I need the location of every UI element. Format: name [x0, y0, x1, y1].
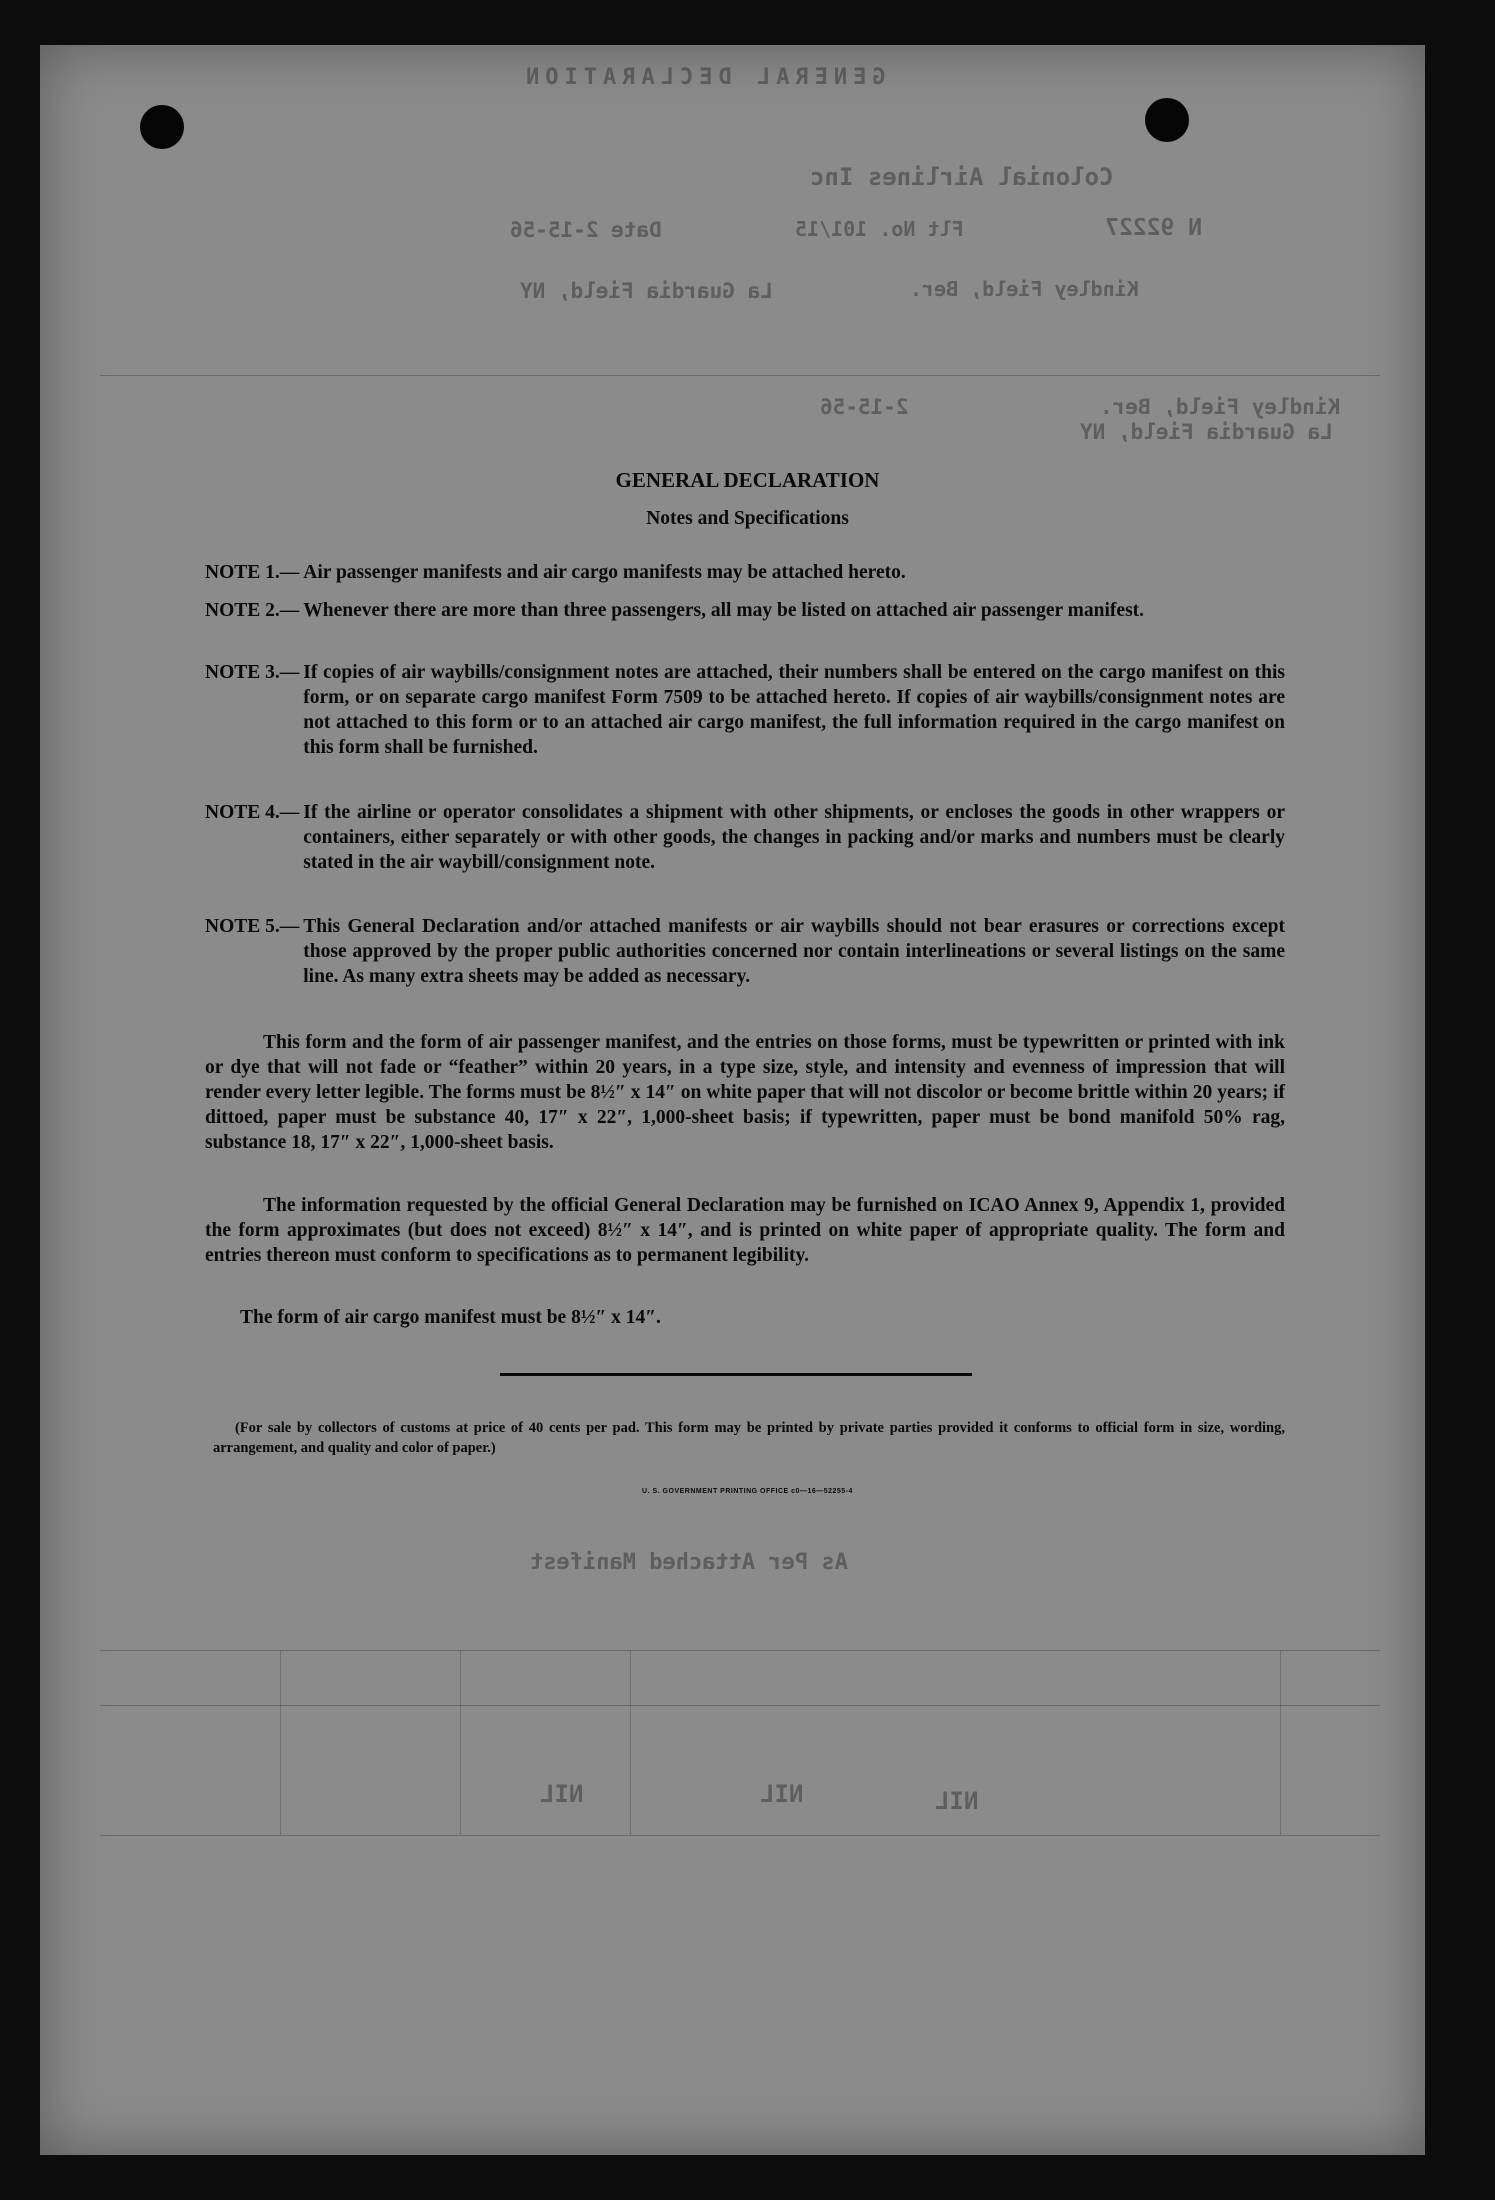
note-2: [205, 598, 1285, 623]
sale-notice: (For sale by collectors of customs at price of 40 cents per pad. This form may be printed by private parties provided it conforms to official form in size, wording, arrangement, and quality and color of paper.): [213, 1420, 1285, 1456]
note-3: [205, 660, 1285, 760]
bleed-date: Date 2-15-56: [510, 218, 662, 242]
note-1-text: Air passenger manifests and air cargo manifests may be attached hereto.: [303, 562, 906, 583]
note-5-text: This General Declaration and/or attached manifests or air waybills should not bear erasures or corrections except those approved by the proper public authorities concerned nor contain interlineations or several listings on the same line. As many extra sheets may be added as necessary.: [303, 916, 1285, 987]
page-title: GENERAL DECLARATION: [615, 468, 880, 492]
bleed-flight: Flt No. 101/15: [795, 217, 964, 241]
note-3-label: NOTE 3.—: [205, 662, 300, 683]
bleed-nil-2: NIL: [760, 1780, 804, 1808]
note-4: [205, 800, 1285, 875]
note-4-label: NOTE 4.—: [205, 802, 300, 823]
bleed-itinerary-date: 2-15-56: [820, 395, 909, 419]
bleed-clearance: Kindley Field, Ber.: [910, 277, 1139, 301]
note-4-text: If the airline or operator consolidates a shipment with other shipments, or encloses the goods in other wrappers or containers, either separately or with other goods, the changes in packing and/or marks and numbers must be clearly stated in the air waybill/consignment note.: [303, 802, 1285, 873]
note-5-label: NOTE 5.—: [205, 916, 300, 937]
paragraph-icao: The information requested by the official General Declaration may be furnished on ICAO Annex 9, Appendix 1, provided the form approximates (but does not exceed) 8½″ x 14″, and is printed on white paper of appropriate quality. The form and entries thereon must conform to specifications as to permanent legibility.: [205, 1195, 1285, 1266]
note-1: [205, 560, 1285, 585]
note-5: [205, 914, 1285, 989]
bleed-manifest: As Per Attached Manifest: [530, 1550, 848, 1575]
bleed-itinerary-1: Kindley Field, Ber.: [1100, 395, 1341, 419]
note-2-text: Whenever there are more than three passengers, all may be listed on attached air passenger manifest.: [303, 600, 1145, 621]
note-1-label: NOTE 1.—: [205, 562, 300, 583]
paragraph-form-requirements: This form and the form of air passenger manifest, and the entries on those forms, must be typewritten or printed with ink or dye that will not fade or “feather” within 20 years, in a type size, style, and intensity and evenness of impression that will render every letter legible. The forms must be 8½″ x 14″ on white paper that will not discolor or become brittle within 20 years; if dittoed, paper must be substance 40, 17″ x 22″, 1,000-sheet basis; if typewritten, paper must be bond manifold 50% rag, substance 18, 17″ x 22″, 1,000-sheet basis.: [205, 1032, 1285, 1153]
page-subtitle: Notes and Specifications: [646, 508, 849, 529]
paragraph-cargo-manifest: The form of air cargo manifest must be 8½″ x 14″.: [240, 1307, 661, 1328]
bleed-entry: La Guardia Field, NY: [520, 279, 773, 303]
bleed-itinerary-2: La Guardia Field, NY: [1080, 420, 1333, 444]
bleed-operator: Colonial Airlines Inc: [810, 163, 1114, 191]
note-3-text: If copies of air waybills/consignment notes are attached, their numbers shall be entered on the cargo manifest on this form, or on separate cargo manifest Form 7509 to be attached hereto. If copies of air waybills/consignment notes are not attached to this form or to an attached air cargo manifest, the full information required in the cargo manifest on this form shall be furnished.: [303, 662, 1285, 758]
bleed-nil-3: NIL: [935, 1787, 979, 1815]
bleed-aircraft: N 92227: [1105, 215, 1202, 241]
printer-line: U. S. GOVERNMENT PRINTING OFFICE c0—16—52255-4: [642, 1488, 853, 1495]
note-2-label: NOTE 2.—: [205, 600, 300, 621]
divider-line: [500, 1373, 972, 1376]
bleed-nil-1: NIL: [540, 1780, 584, 1808]
bleed-header: GENERAL DECLARATION: [520, 65, 886, 90]
